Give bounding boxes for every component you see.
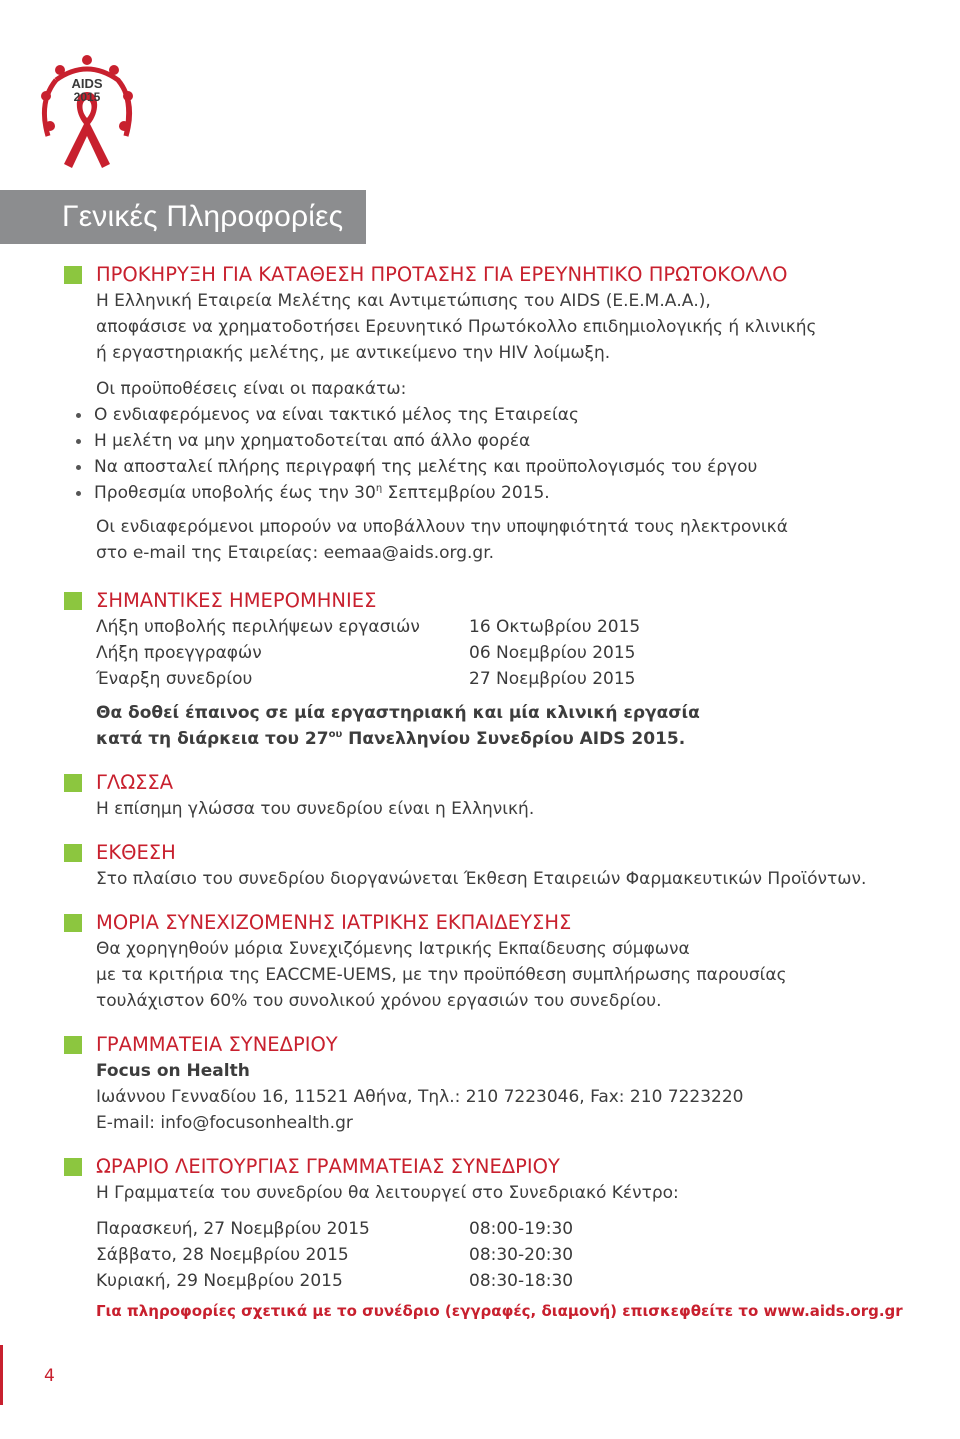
paragraph-line: Η Γραμματεία του συνεδρίου θα λειτουργεί στο Συνεδριακό Κέντρο:: [96, 1183, 679, 1203]
main-content: [96, 262, 936, 1324]
paragraph-line: με τα κριτήρια της EACCME-UEMS, με την προϋπόθεση συμπλήρωσης παρουσίας: [96, 965, 787, 985]
paragraph-line: Θα χορηγηθούν μόρια Συνεχιζόμενης Ιατρικής Εκπαίδευσης σύμφωνα: [96, 939, 690, 959]
date-row: Λήξη υποβολής περιλήψεων εργασιών 16 Οκτωβρίου 2015: [96, 617, 641, 637]
section-heading: ΓΡΑΜΜΑΤΕΙΑ ΣΥΝΕΔΡΙΟΥ: [96, 1033, 338, 1056]
hours-row: Παρασκευή, 27 Νοεμβρίου 2015 08:00-19:30: [96, 1219, 574, 1239]
hours-row: Σάββατο, 28 Νοεμβρίου 2015 08:30-20:30: [96, 1245, 574, 1265]
list-item: Προθεσμία υποβολής έως την $30^\eta$ Σεπτεμβρίου 2015.: [59, 480, 936, 506]
conditions-list: [96, 402, 936, 506]
section-protocol: [96, 262, 936, 566]
section-secretariat: [96, 1032, 936, 1136]
section-language: [96, 770, 936, 822]
green-square-icon: [64, 844, 82, 862]
section-heading: ΜΟΡΙΑ ΣΥΝΕΧΙΖΟΜΕΝΗΣ ΙΑΤΡΙΚΗΣ ΕΚΠΑΙΔΕΥΣΗΣ: [96, 911, 572, 934]
bullet-icon: [76, 439, 81, 444]
award-line: κατά τη διάρκεια του $27^{o\upsilon}$ Πανελληνίου Συνεδρίου AIDS 2015.: [96, 729, 686, 749]
info-link-line: Για πληροφορίες σχετικά με το συνέδριο (εγγραφές, διαμονή) επισκεφθείτε το www.aids.org.gr: [96, 1302, 903, 1320]
green-square-icon: [64, 1158, 82, 1176]
logo-text-year: 2015: [73, 90, 101, 104]
address-line: Ιωάννου Γενναδίου 16, 11521 Αθήνα, Τηλ.: 210 7223046, Fax: 210 7223220: [96, 1087, 744, 1107]
section-heading: ΕΚΘΕΣΗ: [96, 841, 176, 864]
paragraph-line: αποφάσισε να χρηματοδοτήσει Ερευνητικό Πρωτόκολλο επιδημιολογικής ή κλινικής: [96, 317, 817, 337]
paragraph-line: Η επίσημη γλώσσα του συνεδρίου είναι η Ελληνική.: [96, 799, 535, 819]
page-number-tab: [0, 1345, 100, 1409]
paragraph-line: Η Ελληνική Εταιρεία Μελέτης και Αντιμετώπισης του AIDS (Ε.Ε.Μ.Α.Α.),: [96, 291, 711, 311]
aids-2015-logo: [34, 52, 140, 170]
section-dates: [96, 588, 936, 752]
date-row: Λήξη προεγγραφών 06 Νοεμβρίου 2015: [96, 643, 636, 663]
conditions-title: Οι προϋποθέσεις είναι οι παρακάτω:: [96, 379, 407, 399]
hours-table: [96, 1216, 936, 1294]
paragraph-line: ή εργαστηριακής μελέτης, με αντικείμενο την HIV λοίμωξη.: [96, 343, 611, 363]
green-square-icon: [64, 914, 82, 932]
bullet-icon: [76, 465, 81, 470]
section-exhibition: [96, 840, 936, 892]
hours-row: Κυριακή, 29 Νοεμβρίου 2015 08:30-18:30: [96, 1271, 574, 1291]
paragraph-line: Οι ενδιαφερόμενοι μπορούν να υποβάλλουν την υποψηφιότητά τους ηλεκτρονικά: [96, 517, 788, 537]
paragraph-line: στο e-mail της Εταιρείας: eemaa@aids.org.gr.: [96, 543, 495, 563]
award-line: Θα δοθεί έπαινος σε μία εργαστηριακή και μία κλινική εργασία: [96, 703, 700, 723]
date-row: Έναρξη συνεδρίου 27 Νοεμβρίου 2015: [96, 669, 636, 689]
banner-title: Γενικές Πληροφορίες: [62, 200, 344, 233]
section-heading: ΩΡΑΡΙΟ ΛΕΙΤΟΥΡΓΙΑΣ ΓΡΑΜΜΑΤΕΙΑΣ ΣΥΝΕΔΡΙΟΥ: [96, 1155, 560, 1178]
section-cme: [96, 910, 936, 1014]
list-item: Η μελέτη να μην χρηματοδοτείται από άλλο φορέα: [59, 428, 936, 454]
logo-text-aids: AIDS: [71, 76, 103, 91]
bullet-icon: [76, 491, 81, 496]
green-square-icon: [64, 1036, 82, 1054]
green-square-icon: [64, 774, 82, 792]
section-hours: [96, 1154, 936, 1324]
page-tab-bar: [0, 1345, 3, 1405]
section-banner: [0, 190, 366, 244]
email-line: E-mail: info@focusonhealth.gr: [96, 1113, 353, 1133]
page-number: 4: [44, 1366, 55, 1386]
company-name: Focus on Health: [96, 1061, 250, 1081]
paragraph-line: τουλάχιστον 60% του συνολικού χρόνου εργασιών του συνεδρίου.: [96, 991, 662, 1011]
list-item: Να αποσταλεί πλήρης περιγραφή της μελέτης και προϋπολογισμός του έργου: [59, 454, 936, 480]
green-square-icon: [64, 266, 82, 284]
section-heading: ΓΛΩΣΣΑ: [96, 771, 174, 794]
paragraph-line: Στο πλαίσιο του συνεδρίου διοργανώνεται Έκθεση Εταιρειών Φαρμακευτικών Προϊόντων.: [96, 869, 867, 889]
list-item: Ο ενδιαφερόμενος να είναι τακτικό μέλος της Εταιρείας: [59, 402, 936, 428]
section-heading: ΠΡΟΚΗΡΥΞΗ ΓΙΑ ΚΑΤΑΘΕΣΗ ΠΡΟΤΑΣΗΣ ΓΙΑ ΕΡΕΥΝΗΤΙΚΟ ΠΡΩΤΟΚΟΛΛΟ: [96, 263, 788, 286]
section-heading: ΣΗΜΑΝΤΙΚΕΣ ΗΜΕΡΟΜΗΝΙΕΣ: [96, 589, 377, 612]
bullet-icon: [76, 413, 81, 418]
green-square-icon: [64, 592, 82, 610]
